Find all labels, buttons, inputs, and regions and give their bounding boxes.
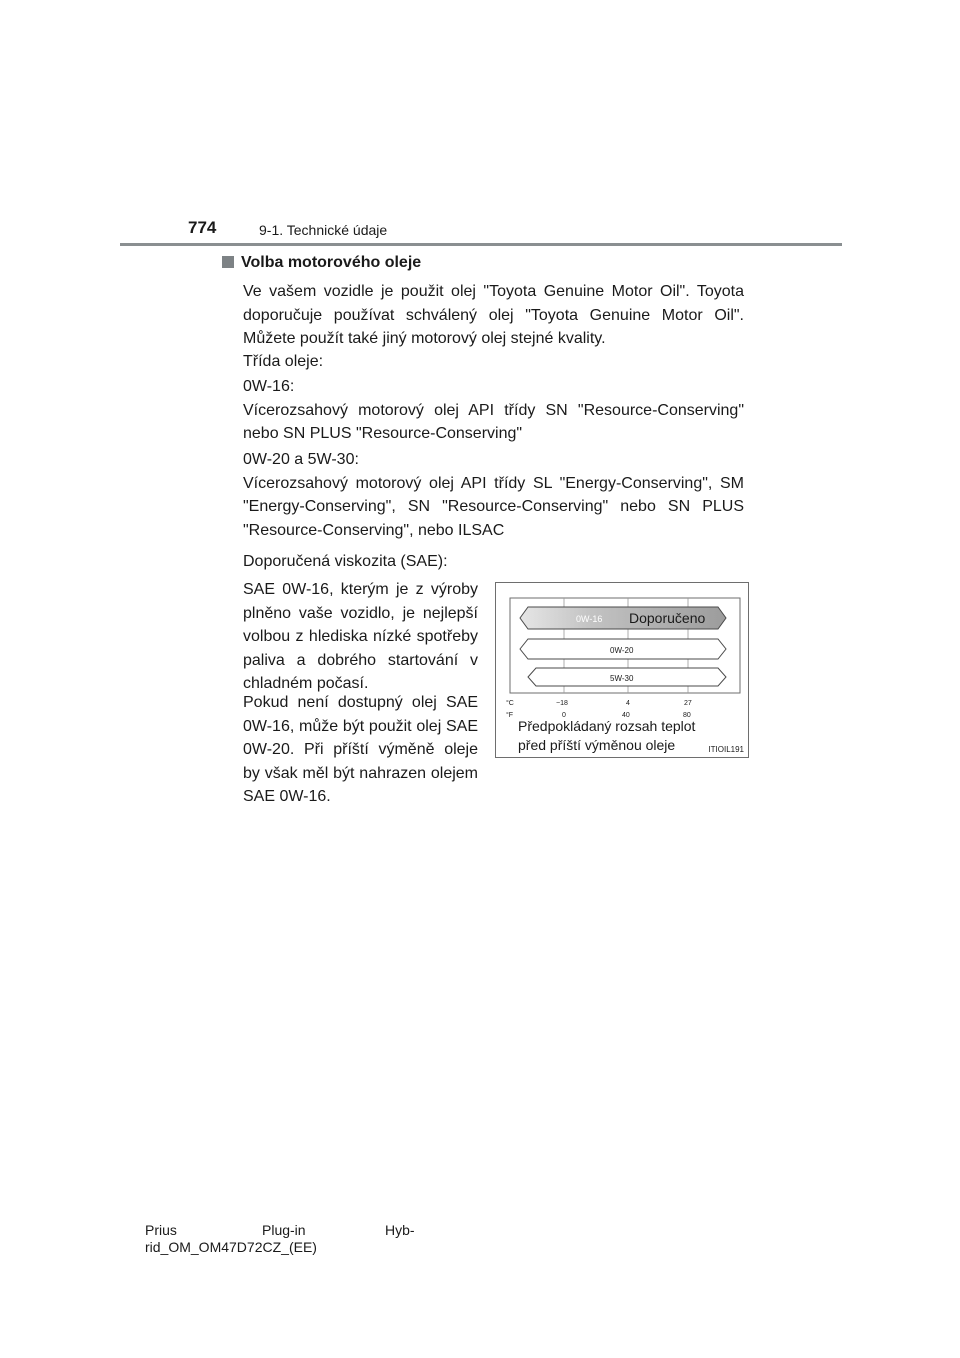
footer bbox=[145, 1222, 415, 1256]
section-heading bbox=[222, 254, 421, 272]
footer-variant: Plug-in bbox=[262, 1222, 306, 1238]
grade1-name: 0W-16: bbox=[243, 378, 295, 395]
tick-f-2: 40 bbox=[622, 712, 630, 719]
footer-line-1 bbox=[145, 1222, 415, 1239]
grade2-block bbox=[243, 448, 744, 542]
heading-text: Volba motorového oleje bbox=[241, 254, 422, 271]
footer-type: Hyb- bbox=[385, 1222, 415, 1238]
tick-c-2: 4 bbox=[626, 700, 630, 707]
caption-line-2: před příští výměnou oleje bbox=[518, 737, 676, 753]
side-text-1: SAE 0W-16, kterým je z výroby plněno vaše vozidlo, je nejlepší volbou z hlediska nízké spotřeby paliva a dobrého startování v chladném počasí. bbox=[243, 581, 478, 692]
viscosity-figure bbox=[495, 582, 749, 758]
bar-5w30-label: 5W-30 bbox=[610, 674, 634, 683]
caption-line-1: Předpokládaný rozsah teplot bbox=[518, 718, 696, 734]
figure-code: ITIOIL191 bbox=[708, 745, 744, 754]
grade2-name: 0W-20 a 5W-30: bbox=[243, 451, 359, 468]
section-title: 9-1. Technické údaje bbox=[259, 222, 388, 238]
footer-model: Prius bbox=[145, 1222, 177, 1238]
heading-bullet bbox=[222, 256, 234, 268]
tick-f-1: 0 bbox=[562, 712, 566, 719]
tick-c-3: 27 bbox=[684, 700, 692, 707]
bar-0w16-label: 0W-16 bbox=[576, 614, 603, 624]
header-rule bbox=[120, 243, 842, 246]
unit-celsius: °C bbox=[506, 700, 514, 707]
tick-c-1: −18 bbox=[556, 700, 568, 707]
grade1-desc: Vícerozsahový motorový olej API třídy SN "Resource-Conserving" nebo SN PLUS "Resource-Conserving" bbox=[243, 401, 744, 442]
grade1-block bbox=[243, 375, 744, 446]
side-text-2: Pokud není dostupný olej SAE 0W-16, může být použit olej SAE 0W-20. Při příští výměně oleje by však měl být nahrazen olejem SAE 0W-16. bbox=[243, 694, 478, 805]
grade2-desc: Vícerozsahový motorový olej API třídy SL "Energy-Conserving", SM "Energy-Conserving", SN "Resource-Conserving" nebo SN PLUS "Resource-Conserving", nebo ILSAC bbox=[243, 474, 744, 539]
oil-class-label: Třída oleje: bbox=[243, 353, 324, 370]
bar-0w16-recommended: Doporučeno bbox=[629, 610, 706, 626]
viscosity-label: Doporučená viskozita (SAE): bbox=[243, 553, 448, 570]
page-number: 774 bbox=[188, 218, 217, 237]
unit-fahrenheit: °F bbox=[506, 712, 514, 719]
tick-f-3: 80 bbox=[683, 712, 691, 719]
figure-caption bbox=[518, 717, 695, 755]
bar-0w20-label: 0W-20 bbox=[610, 646, 634, 655]
intro-paragraph: Ve vašem vozidle je použit olej "Toyota Genuine Motor Oil". Toyota doporučuje používat schválený olej "Toyota Genuine Motor Oil". Můžete použít také jiný motorový olej stejné kvality. bbox=[243, 283, 744, 347]
footer-line-2: rid_OM_OM47D72CZ_(EE) bbox=[145, 1239, 317, 1255]
